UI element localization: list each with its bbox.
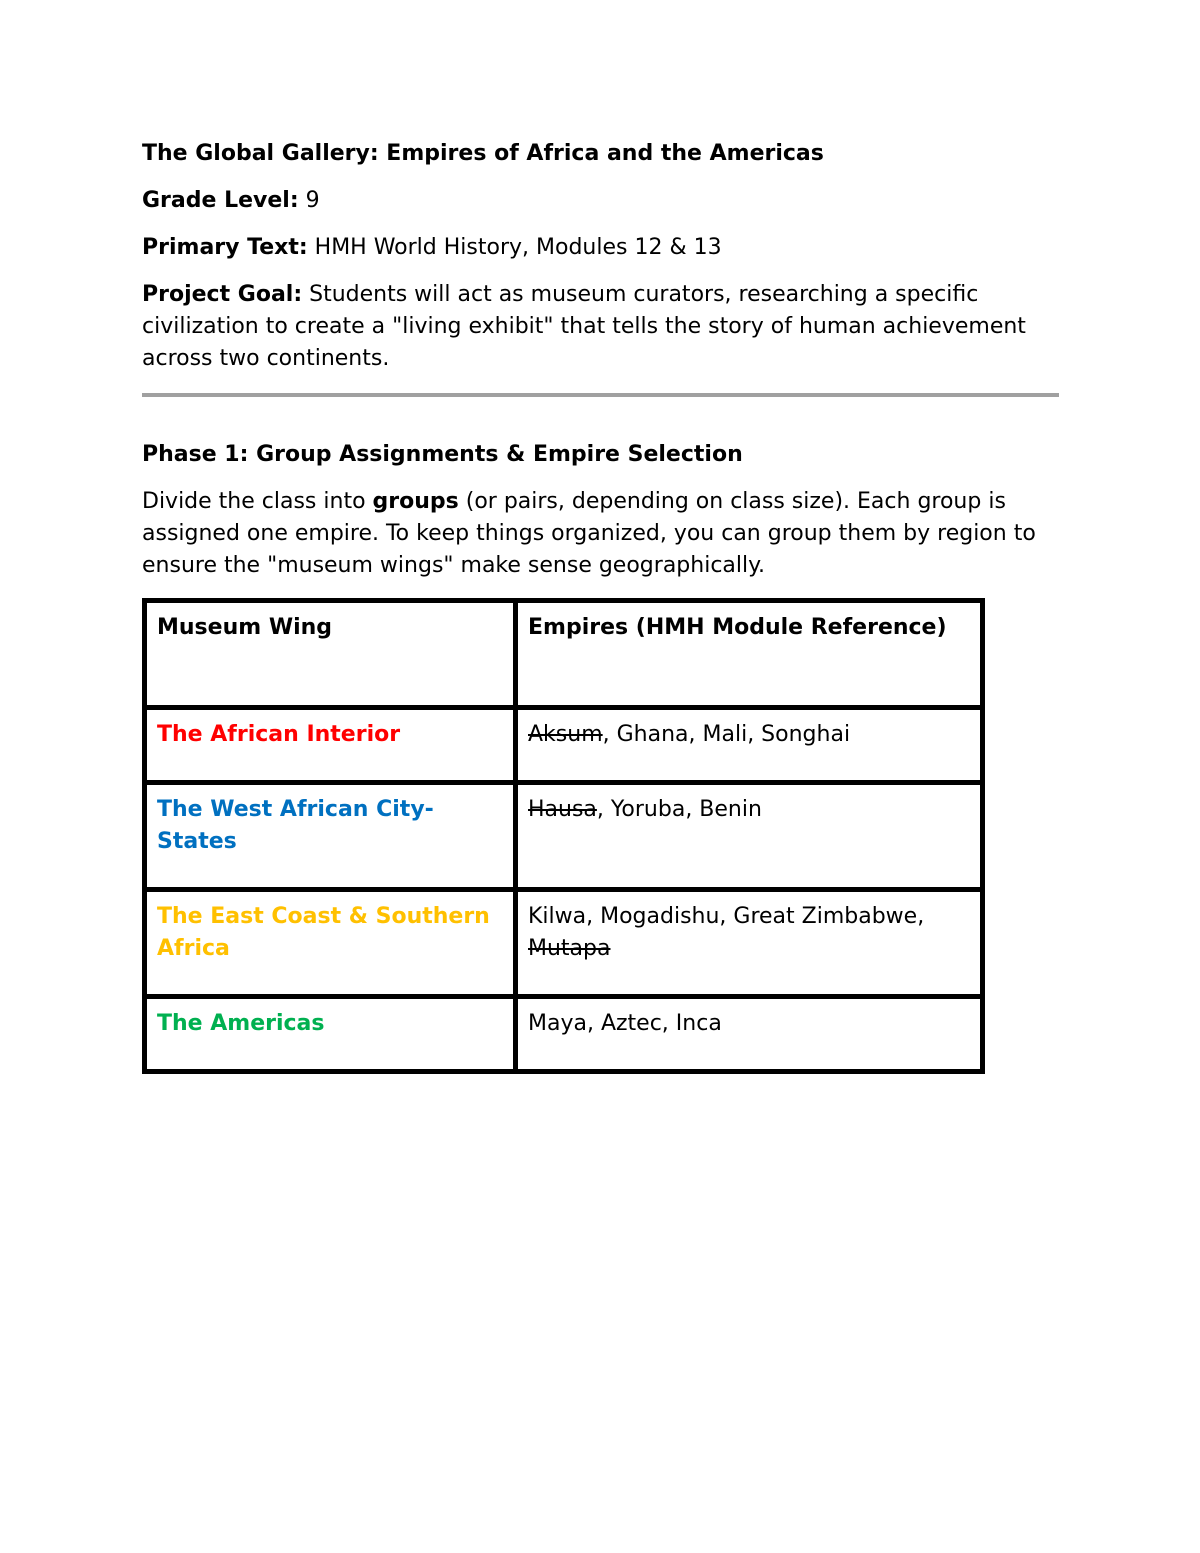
intro-bold-groups: groups (372, 489, 459, 514)
empires-list: , Yoruba, Benin (596, 797, 762, 822)
table-row (145, 783, 983, 890)
intro-text-end: (or pairs, depending on class size). Each group is assigned one empire. To keep things organized, you can group them by region to ensure the "museum wings" make sense geographically. (142, 489, 1036, 578)
primary-text-label: Primary Text: (142, 235, 308, 260)
grade-level-value: 9 (298, 188, 320, 213)
horizontal-divider (142, 393, 1059, 397)
table-row (145, 997, 983, 1072)
phase-1-intro (142, 486, 1059, 582)
intro-text-start: Divide the class into (142, 489, 373, 514)
wing-cell (145, 783, 516, 890)
empires-list: Kilwa, Mogadishu, Great Zimbabwe, (528, 904, 925, 929)
table-header-row (145, 601, 983, 708)
struck-empire: Hausa (528, 797, 597, 822)
empires-cell (516, 997, 983, 1072)
header-museum-wing: Museum Wing (145, 601, 516, 708)
empires-cell (516, 783, 983, 890)
phase-1-heading: Phase 1: Group Assignments & Empire Selection (142, 442, 743, 467)
wing-name-african-interior: The African Interior (157, 722, 401, 747)
empires-cell (516, 890, 983, 997)
wing-name-east-coast-southern-africa: The East Coast & Southern Africa (157, 904, 490, 961)
primary-text-line (142, 232, 1059, 264)
struck-empire: Mutapa (528, 936, 611, 961)
wing-cell (145, 997, 516, 1072)
project-goal-label: Project Goal: (142, 282, 303, 307)
grade-level-label: Grade Level: (142, 188, 299, 213)
primary-text-value: HMH World History, Modules 12 & 13 (307, 235, 722, 260)
empires-list: , Ghana, Mali, Songhai (602, 722, 851, 747)
table-row (145, 890, 983, 997)
document-title: The Global Gallery: Empires of Africa and the Americas (142, 141, 824, 166)
museum-wings-table (142, 598, 985, 1074)
empires-list: Maya, Aztec, Inca (528, 1011, 722, 1036)
wing-cell (145, 708, 516, 783)
wing-cell (145, 890, 516, 997)
table-row (145, 708, 983, 783)
wing-name-west-african-city-states: The West African City-States (157, 797, 434, 854)
project-goal-line (142, 279, 1059, 375)
empires-cell (516, 708, 983, 783)
struck-empire: Aksum (528, 722, 603, 747)
project-goal-value: Students will act as museum curators, researching a specific civilization to create a "living exhibit" that tells the story of human achievement across two continents. (142, 282, 1026, 371)
header-empires: Empires (HMH Module Reference) (516, 601, 983, 708)
grade-level-line (142, 185, 1059, 217)
document-page (142, 138, 1059, 1074)
wing-name-americas: The Americas (157, 1011, 325, 1036)
